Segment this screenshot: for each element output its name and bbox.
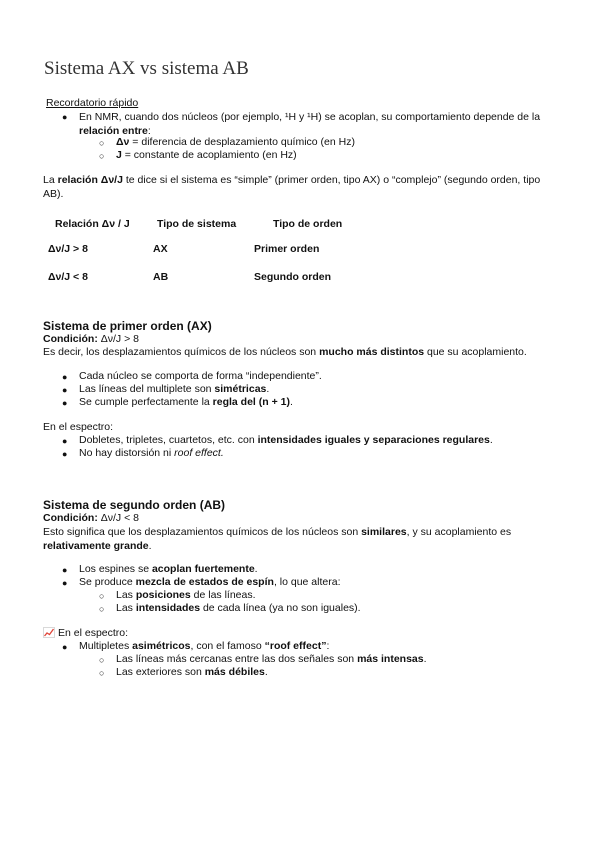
relation-paragraph: La relación Δν/J te dice si el sistema es “simple” (primer orden, tipo AX) o “complejo” (segundo orden, tipo AB). <box>43 174 541 200</box>
bullet-icon: ● <box>62 449 68 459</box>
table-cell: Δν/J < 8 <box>48 271 88 283</box>
first-order-heading: Sistema de primer orden (AX) <box>43 319 212 333</box>
bullet-icon: ● <box>62 372 68 382</box>
first-order-spectrum-label: En el espectro: <box>43 421 114 433</box>
list-item: Cada núcleo se comporta de forma “independiente”. <box>79 370 322 382</box>
circle-bullet-icon: ○ <box>99 604 105 614</box>
list-item: Las exteriores son más débiles. <box>116 666 268 678</box>
list-item: Las líneas más cercanas entre las dos señales son más intensas. <box>116 653 427 665</box>
bullet-icon: ● <box>62 385 68 395</box>
list-item: Las intensidades de cada línea (ya no son iguales). <box>116 602 361 614</box>
bullet-icon: ● <box>62 398 68 408</box>
list-item: Dobletes, tripletes, cuartetos, etc. con intensidades iguales y separaciones regulares. <box>79 434 493 446</box>
list-item: Se produce mezcla de estados de espín, lo que altera: <box>79 576 341 588</box>
bullet-icon: ● <box>62 578 68 588</box>
table-header-system: Tipo de sistema <box>157 218 237 230</box>
second-order-spectrum-label: En el espectro: <box>58 627 129 639</box>
list-item: Se cumple perfectamente la regla del (n + 1). <box>79 396 293 408</box>
table-cell: Primer orden <box>254 243 320 255</box>
page-title: Sistema AX vs sistema AB <box>44 58 249 79</box>
table-cell: Segundo orden <box>254 271 331 283</box>
list-item: Multipletes asimétricos, con el famoso “roof effect”: <box>79 640 330 652</box>
table-cell: AX <box>153 243 168 255</box>
bullet-icon: ● <box>62 436 68 446</box>
table-cell: AB <box>153 271 169 283</box>
list-item: Los espines se acoplan fuertemente. <box>79 563 258 575</box>
bullet-icon: ● <box>62 112 68 122</box>
second-order-condition: Condición: Δν/J < 8 <box>43 512 139 524</box>
circle-bullet-icon: ○ <box>99 138 105 148</box>
bullet-icon: ● <box>62 642 68 652</box>
table-header-relation: Relación Δν / J <box>55 218 130 230</box>
circle-bullet-icon: ○ <box>99 668 105 678</box>
table-header-order: Tipo de orden <box>273 218 343 230</box>
circle-bullet-icon: ○ <box>99 655 105 665</box>
recap-item-dnu: Δν = diferencia de desplazamiento químico (en Hz) <box>116 136 355 148</box>
recap-heading: Recordatorio rápido <box>46 97 139 109</box>
chart-increasing-icon <box>43 627 55 638</box>
recap-intro: En NMR, cuando dos núcleos (por ejemplo, ¹H y ¹H) se acoplan, su comportamiento depende de la relación entre: <box>79 111 541 137</box>
circle-bullet-icon: ○ <box>99 151 105 161</box>
list-item: No hay distorsión ni roof effect. <box>79 447 224 459</box>
circle-bullet-icon: ○ <box>99 591 105 601</box>
list-item: Las posiciones de las líneas. <box>116 589 256 601</box>
second-order-description: Esto significa que los desplazamientos químicos de los núcleos son similares, y su acoplamiento es relativamente grande. <box>43 526 512 552</box>
second-order-heading: Sistema de segundo orden (AB) <box>43 498 226 512</box>
bullet-icon: ● <box>62 565 68 575</box>
table-cell: Δν/J > 8 <box>48 243 88 255</box>
list-item: Las líneas del multiplete son simétricas. <box>79 383 270 395</box>
recap-item-j: J = constante de acoplamiento (en Hz) <box>116 149 297 161</box>
first-order-description: Es decir, los desplazamientos químicos de los núcleos son mucho más distintos que su acoplamiento. <box>43 346 527 358</box>
first-order-condition: Condición: Δν/J > 8 <box>43 333 139 345</box>
